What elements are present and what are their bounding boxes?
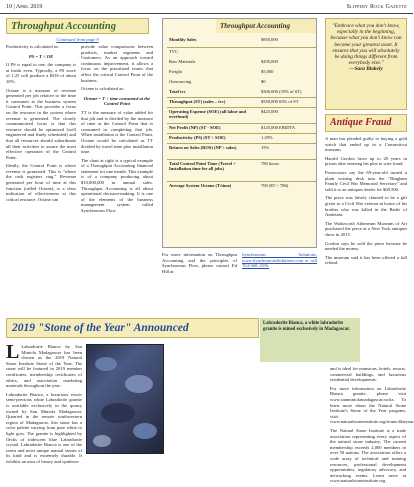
table-divider <box>167 159 316 160</box>
row-value: 15% <box>261 145 270 150</box>
page-number-date: 10 | April 2019 <box>6 4 43 10</box>
row-value: 1.29% <box>261 135 273 140</box>
article-title-box <box>6 18 149 34</box>
labradorite-photo <box>86 344 164 454</box>
row-label: Productivity (PS) (ST ÷ SOE) <box>169 135 226 140</box>
table-title: Throughput Accounting <box>216 19 316 33</box>
table-divider <box>167 181 316 182</box>
paragraph: Octane is a measure of revenue generated per job relative to the time it consumes at the business system Control Point. This provides a focus on the resource in the system where revenue is generated. The closely communicated focus is that this resource should be optimized (well engineered and finely scheduled) and that all resources should subordinate all their activities to assure the most effective operation of the Control Point. <box>6 87 76 160</box>
row-label: Monthly Sales <box>169 37 197 42</box>
paragraph: and is ideal for mansions, hotels, resorts, commercial buildings, and luxurious residential developments. <box>330 366 406 383</box>
stone-article-title: 2019 "Stone of the Year" Announced <box>12 322 189 334</box>
row-value: 700 ($T ÷ 786) <box>261 183 289 188</box>
formula: Octane = T ÷ time consumed at the Control Point <box>83 95 151 107</box>
paragraph: The Wadsworth Atheneum Museum of Art purchased the piece at a New York antiques show in 2015. <box>325 220 407 237</box>
table-divider <box>167 133 316 134</box>
paragraph: The Natural Stone Institute is a trade association representing every aspect of the natural stone industry. The current membership exceeds 2,000 members in over 50 nations. The association offers a wide array of technical and training resources, professional development opportunities, regulatory advocacy, and networking events. Learn more at www.naturalstoneinstitute.org <box>330 427 406 484</box>
row-value: 786 hours <box>261 161 279 166</box>
row-label: Raw Materials <box>169 59 196 64</box>
paragraph: Prosecutors say the 69-year-old turned a plain wrising desk into the "Bingham Family Civil War Memorial Secretary" and sold it to an antiques dealer for $68,500. <box>325 169 407 192</box>
paragraph: The piece was falsely claimed to be a gift given to a Civil War veteran in honor of his brother who was killed in the Battle of Antietam. <box>325 195 407 218</box>
table-divider <box>167 47 316 48</box>
paragraph: For more information on Throughput Accounting and the principles of Synchronous Flow, please contact Ed Hill at <box>162 252 237 274</box>
table-divider <box>167 143 316 144</box>
financial-statement-table <box>162 18 317 248</box>
paragraph: Labradorite Bianca, a luxurious exotic semi-precious white Labradorite granite is available exclusively in the quarry owned by San Miniola Madagascar. Quarried in the remote southwestern region of Madagascar, this stone has a color palette varying from pure white to light grey. The granite is highlighted by flecks of iridescent blue Labradorite crystal. Labradorite Bianca is one of the rarest and most unique natural stones of its kind and is extremely durable. It exhibits an aura of luxury and opulence <box>6 391 82 464</box>
paragraph: The chart at right is a typical example of a Throughput Accounting financial statement for one month. This example is of a company producing about $10,000,000 in annual sales. Throughput Accounting is all about operational decision-making. It is one of the elements of the business management system called Synchronous Flow. <box>81 157 153 214</box>
paragraph: Harold Gordon faces up to 20 years in prison after entering his plea to wire fraud. <box>325 155 407 167</box>
photo-caption: Labradorite Bianca, a white labradorite granite is mined exclusively in Madagascar. <box>260 318 360 362</box>
article-column-3 <box>162 252 317 277</box>
row-label: TVC <box>169 49 178 54</box>
paragraph: Octane is calculated as: <box>81 86 125 92</box>
row-label: Net Profit (NP) (ST - SOE) <box>169 125 221 130</box>
row-value: $125,000 EBIDTA <box>261 125 296 130</box>
antique-fraud-title: Antique Fraud <box>330 117 392 128</box>
row-value: $425,000 <box>261 109 278 114</box>
row-value: $300,000 (35% of ST) <box>261 89 302 94</box>
page-header <box>0 0 413 14</box>
table-divider <box>167 107 316 108</box>
continued-link[interactable]: Continued from page 9 <box>56 37 99 42</box>
row-value: $850,000 <box>261 37 278 42</box>
row-value: $0 <box>261 79 266 84</box>
paragraph: The museum said it has been offered a full refund. <box>325 254 407 266</box>
stone-article-title-box <box>6 318 259 338</box>
paragraph <box>6 341 82 389</box>
paragraph: TT is the measure of value added for that job and is divided by the measure of time at the Control Point that is consumed in completing that job. When installation is the Control Point, Octane would be calculated as TT divided by travel time plus installation time. <box>81 109 153 155</box>
formula: PS = T ÷ OE <box>28 53 54 59</box>
article-column-1 <box>6 44 76 205</box>
row-label: Return on Sales (ROS) (NP ÷ sales) <box>169 145 237 150</box>
quote-attribution: —Sara Blakely <box>349 66 383 73</box>
row-label: Throughput (ST) (sales – tvc) <box>169 99 226 104</box>
row-value: $295,000 <box>261 59 278 64</box>
paragraph-text: Labradorite Bianca by San Miniola Madagascar has been chosen as the 2019 Natural Stone Institute Stone of the Year. The stone will be featured in 2019 member certificates, membership certificates of ethics, and association marketing materials throughout the year. <box>6 344 82 389</box>
pull-quote <box>325 18 407 110</box>
row-label: Total tvc <box>169 89 186 94</box>
paragraph: Gordon says he sold the piece because he needed the money. <box>325 240 407 252</box>
antique-fraud-article <box>325 136 407 269</box>
drop-cap: L <box>6 341 20 363</box>
paragraph: provide value comparisons between products, market segments and Customers. As an approach toward continuous improvement, it allows a focus on the prioritized issues that affect the critical Control Point of the business. <box>81 44 153 83</box>
stone-column-1 <box>6 341 82 467</box>
row-label: Average System Octane (T/time) <box>169 183 232 188</box>
paragraph: If PS is equal to one, the company is at break even. Typically, a PS score of 1.25 will produce a ROS of about 10%. <box>6 62 76 84</box>
antique-fraud-title-box <box>325 114 407 132</box>
row-label: Outsourcing <box>169 79 192 84</box>
row-label: Operating Expense (SOE) (all labor and overhead) <box>169 109 247 120</box>
article-column-2 <box>81 44 153 217</box>
row-value: $5,000 <box>261 69 274 74</box>
row-value: $550,000 65% of ST <box>261 99 299 104</box>
paragraph: Productivity is calculated as: <box>6 44 59 49</box>
article-title: Throughput Accounting <box>11 21 116 32</box>
paragraph: A man has pleaded guilty to buying a gold watch that ended up in a Connecticut museum. <box>325 136 407 153</box>
table-divider <box>167 123 316 124</box>
paragraph: For more information on Labradorite Bianca granite, please visit www.sanminiolamadagascar.rocks. To learn more about the Natural Stone Institute's Stone of the Year program, visit www.naturalstoneinstitute.org/stoneoftheyear. <box>330 385 414 425</box>
row-label: Total Control Point Time (Travel + Installation time for all jobs) <box>169 161 236 172</box>
row-label: Freight <box>169 69 182 74</box>
paragraph: Ideally, the Control Point is where revenue is generated. This is "where the cash registers ring." Revenue generated per hour of time at this function (called Octane), is a clear indication of effectiveness at this critical resource. Octane can <box>6 163 76 202</box>
quote-text: "Embrace what you don't know, especially in the beginning, because what you don't know can become your greatest asset. It ensures that you will absolutely be doing things different from everybody else." <box>330 23 402 67</box>
publication-name: Slippery Rock Gazette <box>346 4 407 10</box>
paragraph[interactable]: Synchronous Solutions, www.SynchronousSolutions.com or call 704-360-1356. <box>242 252 317 269</box>
table-divider <box>167 97 316 98</box>
stone-column-3 <box>330 366 414 487</box>
